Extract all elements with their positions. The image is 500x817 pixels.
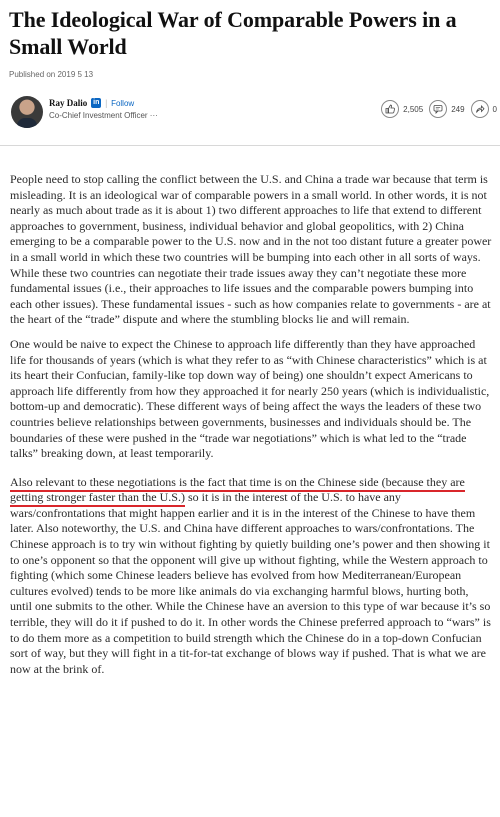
comment-stat[interactable]: [429, 100, 464, 118]
linkedin-icon: in: [93, 99, 100, 106]
paragraph-3: [10, 475, 492, 678]
author-name[interactable]: Ray Dalio: [49, 98, 88, 108]
comment-count: 249: [451, 104, 465, 114]
like-icon[interactable]: [381, 100, 399, 118]
paragraph-1: People need to stop calling the conflict between the U.S. and China a trade war because that term is misleading. It is an ideological war of comparable powers in a small world. In other words, it is not nearly as much about trade as it is about 1) two different approaches to life that extend to different approaches to government, business, individual behavior and global geopolitics, with 2) China emerging to be a comparable power to the U.S. now and in the not too distant future a greater power in a small world in which these two countries will be bumping into each other in all sorts of ways. While these two countries can negotiate their trade issues away they can’t negotiate these more fundamental issues (i.e., their approaches to life issues and the comparable powers bumping into each other issues). These fundamental issues - such as how companies relate to governments - are at the heart of the “trade” dispute and where the stumbling blocks lie and will remain.: [10, 172, 492, 327]
author-title: Co-Chief Investment Officer ···: [49, 111, 158, 120]
author-avatar[interactable]: [11, 96, 43, 128]
author-bar: [9, 96, 497, 134]
like-count: 2,505: [403, 104, 424, 114]
share-icon[interactable]: [471, 100, 489, 118]
share-count: 0: [492, 104, 497, 114]
paragraph-3-rest: so it is in the interest of the U.S. to have any wars/confrontations that might happen earlier and it is in the interest of the Chinese to have them later. Also noteworthy, the U.S. and China have different approaches to wars/confrontations. The Chinese approach is to try win without fighting by quietly building one’s power and then showing it to one’s opponent so that the opponent will give up without fighting, while the Western approach to fighting (which some Chinese leaders believe has evolved from how Mediterranean/European cultures evolved) tends to be more like animals do via exchanging harmful blows, hurting both, until one submits to the other. While the Chinese have an aversion to this type of war because it’s so terrible, they will do it if pushed to do it. In other words the Chinese preferred approach to “wars” is to do them more as a competition to build strength which the Chinese do in a top-down Confucian sort of way, but they will fight in a tit-for-tat exchange of blows way if pushed. That is what we are now at the brink of.: [10, 490, 491, 676]
comment-icon[interactable]: [429, 100, 447, 118]
paragraph-2: One would be naive to expect the Chinese to approach life differently than they have approached life for thousands of years (which is what they refer to as “with Chinese characteristics” which is at its heart their Confucian, family-like top down way of being) one shouldn’t expect Americans to approach life differently from how they approached it for nearly 250 years (which is individualistic, bottom-up and democratic). These different ways of being affect the ways the leaders of these two countries believe relationships between governments, businesses and individuals should be. The boundaries of these were pushed in the “trade war negotiations” which is what led to the “trade talks” breaking down, at least temporarily.: [10, 336, 490, 461]
article-header: [9, 6, 497, 134]
follow-button[interactable]: Follow: [111, 98, 135, 108]
like-stat[interactable]: [381, 100, 423, 118]
header-divider: [0, 145, 500, 146]
social-stats: [381, 100, 497, 118]
highlighted-passage: Also relevant to these negotiations is the fact that time is on the Chinese side (because they are getting stronger faster than the U.S.): [10, 475, 465, 508]
share-stat[interactable]: [471, 100, 497, 118]
author-name-line: [49, 98, 134, 108]
article-body: [10, 172, 492, 677]
article-title: The Ideological War of Comparable Powers in a Small World: [9, 7, 457, 59]
separator: |: [105, 98, 108, 108]
published-date: Published on 2019 5 13: [9, 70, 94, 79]
